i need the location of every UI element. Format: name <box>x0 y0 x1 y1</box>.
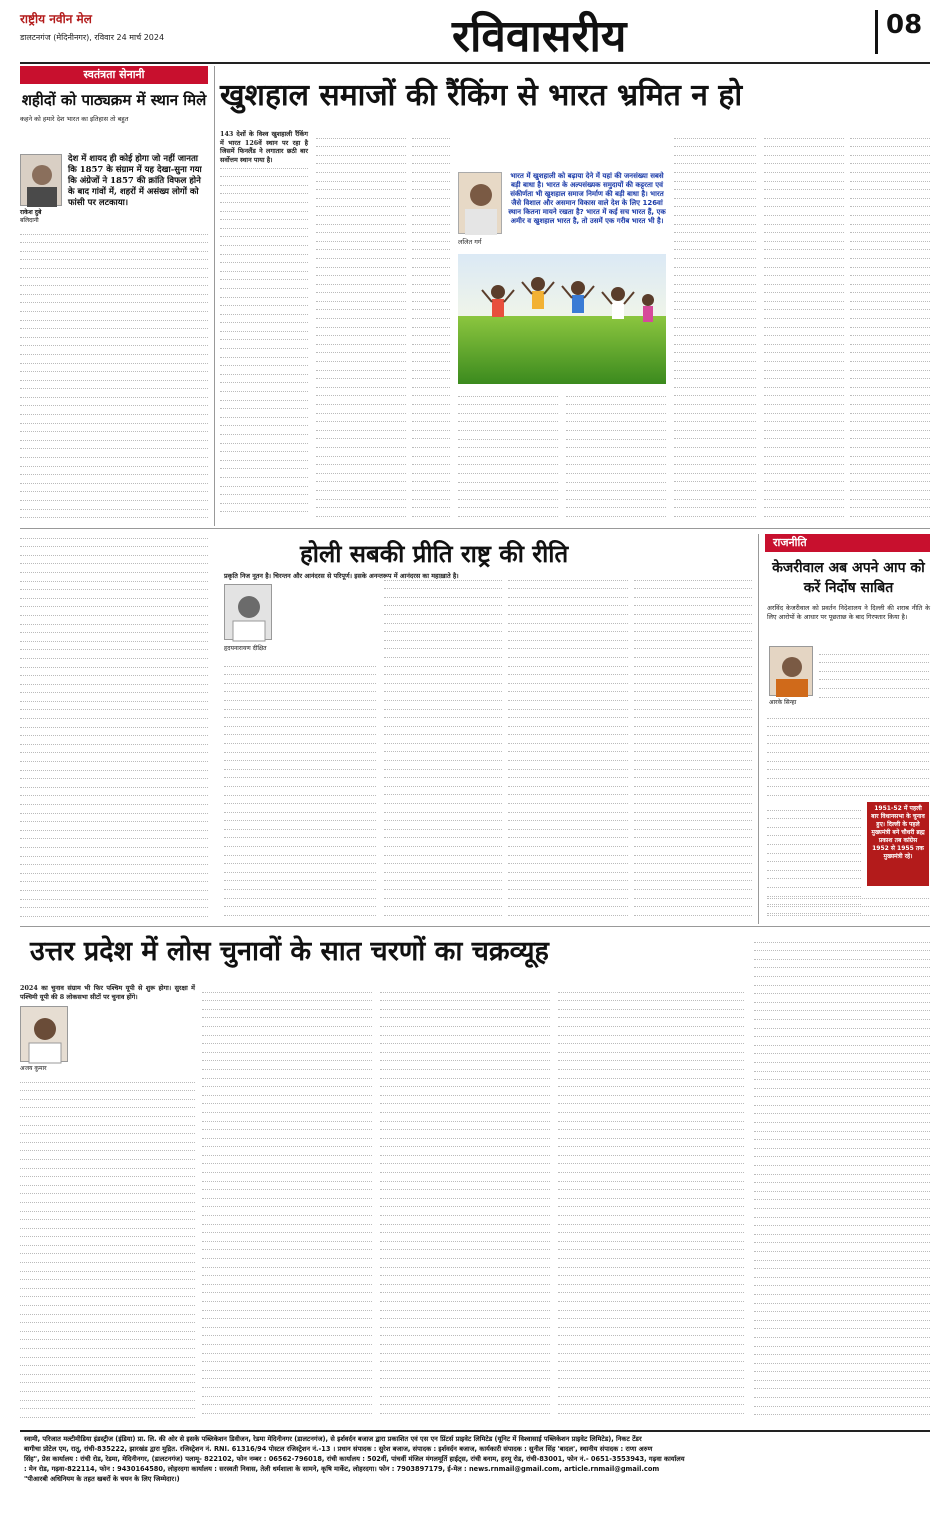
main-story-lead: 143 देशों के विश्व खुशहाली रैंकिंग में भारत 126वें स्थान पर रहा है जिसमें फिनलैंड ने लगातार छठी बार सर्वोत्तम स्थान पाया है। <box>220 130 308 164</box>
sidebar-left <box>20 66 208 526</box>
author-portrait-icon <box>459 173 503 235</box>
up-story-lead: 2024 का चुनाव संग्राम भी फिर पश्चिम यूपी से शुरू होगा। सुरक्षा में पश्चिमी यूपी की 8 लोकसभा सीटों पर चुनाव होंगे। <box>20 984 195 1001</box>
author-portrait-icon <box>21 155 63 207</box>
main-story-col-3 <box>412 130 450 520</box>
children-field-illustration <box>458 254 666 384</box>
dateline: डालटनगंज (मेदिनीनगर), रविवार 24 मार्च 2024 <box>20 33 165 42</box>
main-author-name: ललित गर्ग <box>458 238 482 246</box>
main-story-col-6 <box>674 130 756 520</box>
main-story-col-2 <box>316 130 406 520</box>
holi-author-name: हृदयनारायण दीक्षित <box>224 645 267 652</box>
imprint-line-1: स्वामी, परिजात मल्टीमीडिया इंडस्ट्रीज (इंडिया) प्रा. लि. की ओर से इसके पब्लिकेशन डिवीजन, रेडमा मेदिनीनगर (डालटनगंज), से इर्शवर्दन बजाज द्वारा प्रकाशित एवं एस एन प्रिंटर्स प्राइवेट लिमिटेड (यूनिट में विश्वासाई पब्लिकेशन प्राइवेट लिमिटेड), निकट टेंडर <box>24 1435 642 1443</box>
author-portrait-icon <box>21 1007 69 1063</box>
holi-col-1 <box>224 658 376 920</box>
politics-box <box>758 534 930 924</box>
author-portrait-icon <box>770 647 814 697</box>
imprint-line-3: सिंह", प्रेस कार्यालय : रांची रोड, रेडमा, मेदिनीनगर, (डालटनगंज) पलामू- 822102, फोन नम्बर : 06562-796018, रांची कार्यालय : 502वीं, पांचवीं मंजिल मंगलमूर्ति हाईट्स, रांची बनाम, हरमू रोड, रांची-83001, फोन नं.- 0651-3553943, गढ़वा कार्यालय <box>24 1455 685 1463</box>
up-col-4 <box>558 984 744 1424</box>
sidebar-lead: कहने को हमारे देश भारत का इतिहास तो बहुत <box>20 115 129 123</box>
sidebar-rule <box>214 66 215 526</box>
up-author-photo <box>20 1006 68 1062</box>
up-author-name: अजय कुमार <box>20 1065 47 1072</box>
sidebar-author-photo <box>20 154 62 206</box>
footer-rule <box>20 1430 930 1432</box>
up-col-3 <box>380 984 550 1424</box>
page-number: 08 <box>886 10 923 40</box>
holi-col-4 <box>634 572 752 920</box>
imprint <box>24 1434 926 1510</box>
main-author-photo <box>458 172 502 234</box>
section-rule-2 <box>20 926 930 927</box>
sidebar-continuation <box>20 530 208 920</box>
up-col-2 <box>202 984 372 1424</box>
author-portrait-icon <box>225 585 273 641</box>
sidebar-kicker: स्वतंत्रता सेनानी <box>20 66 208 84</box>
holi-story-headline: होली सबकी प्रीति राष्ट्र की रीति <box>300 539 569 568</box>
sidebar-pullquote: देश में शायद ही कोई होगा जो नहीं जानता कि 1857 के संग्राम में यह देखा-सुना गया कि अंग्रेजों ने 1857 की क्रांति विफल होने के बाद गांवों में, शहरों में असंख्य लोगों को फांसी पर लटकाया। <box>68 154 202 208</box>
sidebar-author-name: राकेश दुबे <box>20 209 42 216</box>
politics-author-photo <box>769 646 813 696</box>
politics-author-name: आरके सिन्हा <box>769 699 797 706</box>
main-story-headline: खुशहाल समाजों की रैंकिंग से भारत भ्रमित न हो <box>220 78 743 113</box>
section-rule-1 <box>20 528 930 529</box>
up-story-headline: उत्तर प्रदेश में लोस चुनावों के सात चरणों का चक्रव्यूह <box>30 936 549 967</box>
main-story-col-5 <box>566 388 666 520</box>
up-col-1 <box>20 1074 195 1424</box>
paper-logo <box>20 8 110 30</box>
politics-body-4 <box>767 890 929 924</box>
section-title: रविवासरीय <box>452 11 627 62</box>
masthead-rule <box>20 62 930 64</box>
holi-author-photo <box>224 584 272 640</box>
up-col-5 <box>754 934 930 1424</box>
imprint-line-2: बागीचा प्रोटेल एम, रातू, रांची-835222, झारखंड द्वारा मुद्रित. रजिस्ट्रेशन नं. RNI. 61316/94 पोस्टल रजिस्ट्रेशन नं.-13 । प्रधान संपादक : सुरेश बजाज, संपादक : इर्शवर्दन बजाज, कार्यकारी संपादक : सुनील सिंह 'बादल', स्थानीय संपादक : राणा अरुण <box>24 1445 653 1453</box>
holi-col-2 <box>384 572 502 920</box>
main-story-col-4 <box>458 388 558 520</box>
politics-body-1 <box>819 646 929 706</box>
holi-story-lead: प्रकृति निज नूतन है। चिरन्तन और आनंदरस से परिपूर्ण। इसके अनन्तरूप में आनंदरस का महाख़ाते है। <box>224 572 459 580</box>
imprint-line-4: : मेन रोड, गढ़वा-822114, फोन : 9430164580, लोहरदगा कार्यालय : सरस्वती निवास, तेली धर्मशाला के सामने, कृषि मार्केट, लोहरदगा। फोन : 7903897179, ई-मेल : news.rnmail@gmail.com, article.rnmail@gmail.com <box>24 1465 660 1473</box>
main-story-col-7 <box>764 130 844 520</box>
main-pullquote: भारत में खुशहाली को बढ़ाया देने में यहां की जनसंख्या सबसे बड़ी बाधा है। भारत के अल्पसंख्यक समुदायों की कट्टरता एवं संकीर्णता भी खुशहाल समाज निर्माण की बड़ी बाधा है। भारत जैसे विशाल और असमान विकास वाले देश के लिए 126वां स्थान कितना मायने रखता है? भारत में कई सच भारत हैं, एक अमीर व खुशहाल भारत है, तो उसमें एक गरीब भारत भी है। <box>508 172 666 225</box>
main-story-image <box>458 254 666 384</box>
politics-kicker: राजनीति <box>765 534 930 552</box>
main-story-col-8 <box>850 130 930 520</box>
masthead <box>0 0 945 64</box>
imprint-line-5: "पीआरबी अधिनियम के तहत खबरों के चयन के लिए जिम्मेदार।) <box>24 1475 180 1483</box>
holi-col-3 <box>508 572 628 920</box>
sidebar-author-role: बलिदानी <box>20 217 39 224</box>
main-story-col-1 <box>220 160 308 520</box>
politics-callout: 1951-52 में पहली बार विधानसभा के चुनाव हुए। दिल्ली के पहले मुख्यमंत्री बने चौधरी ब्रह्म प्रकाश तब कांग्रेस 1952 से 1955 तक मुख्यमंत्री रहे। <box>867 802 929 886</box>
sidebar-headline: शहीदों को पाठ्यक्रम में स्थान मिले <box>21 91 207 109</box>
politics-lead: अरविंद केजरीवाल को प्रवर्तन निदेशालय ने दिल्ली की शराब नीति के लिए आरोपों के आधार पर पूछताछ के बाद गिरफ्तार किया है। <box>767 604 930 621</box>
sidebar-body-text <box>20 226 208 526</box>
paper-name: राष्ट्रीय नवीन मेल <box>20 12 92 26</box>
page-number-box <box>875 10 931 54</box>
politics-headline: केजरीवाल अब अपने आप को करें निर्दोष साबित <box>772 560 925 596</box>
politics-body-2 <box>767 710 929 798</box>
